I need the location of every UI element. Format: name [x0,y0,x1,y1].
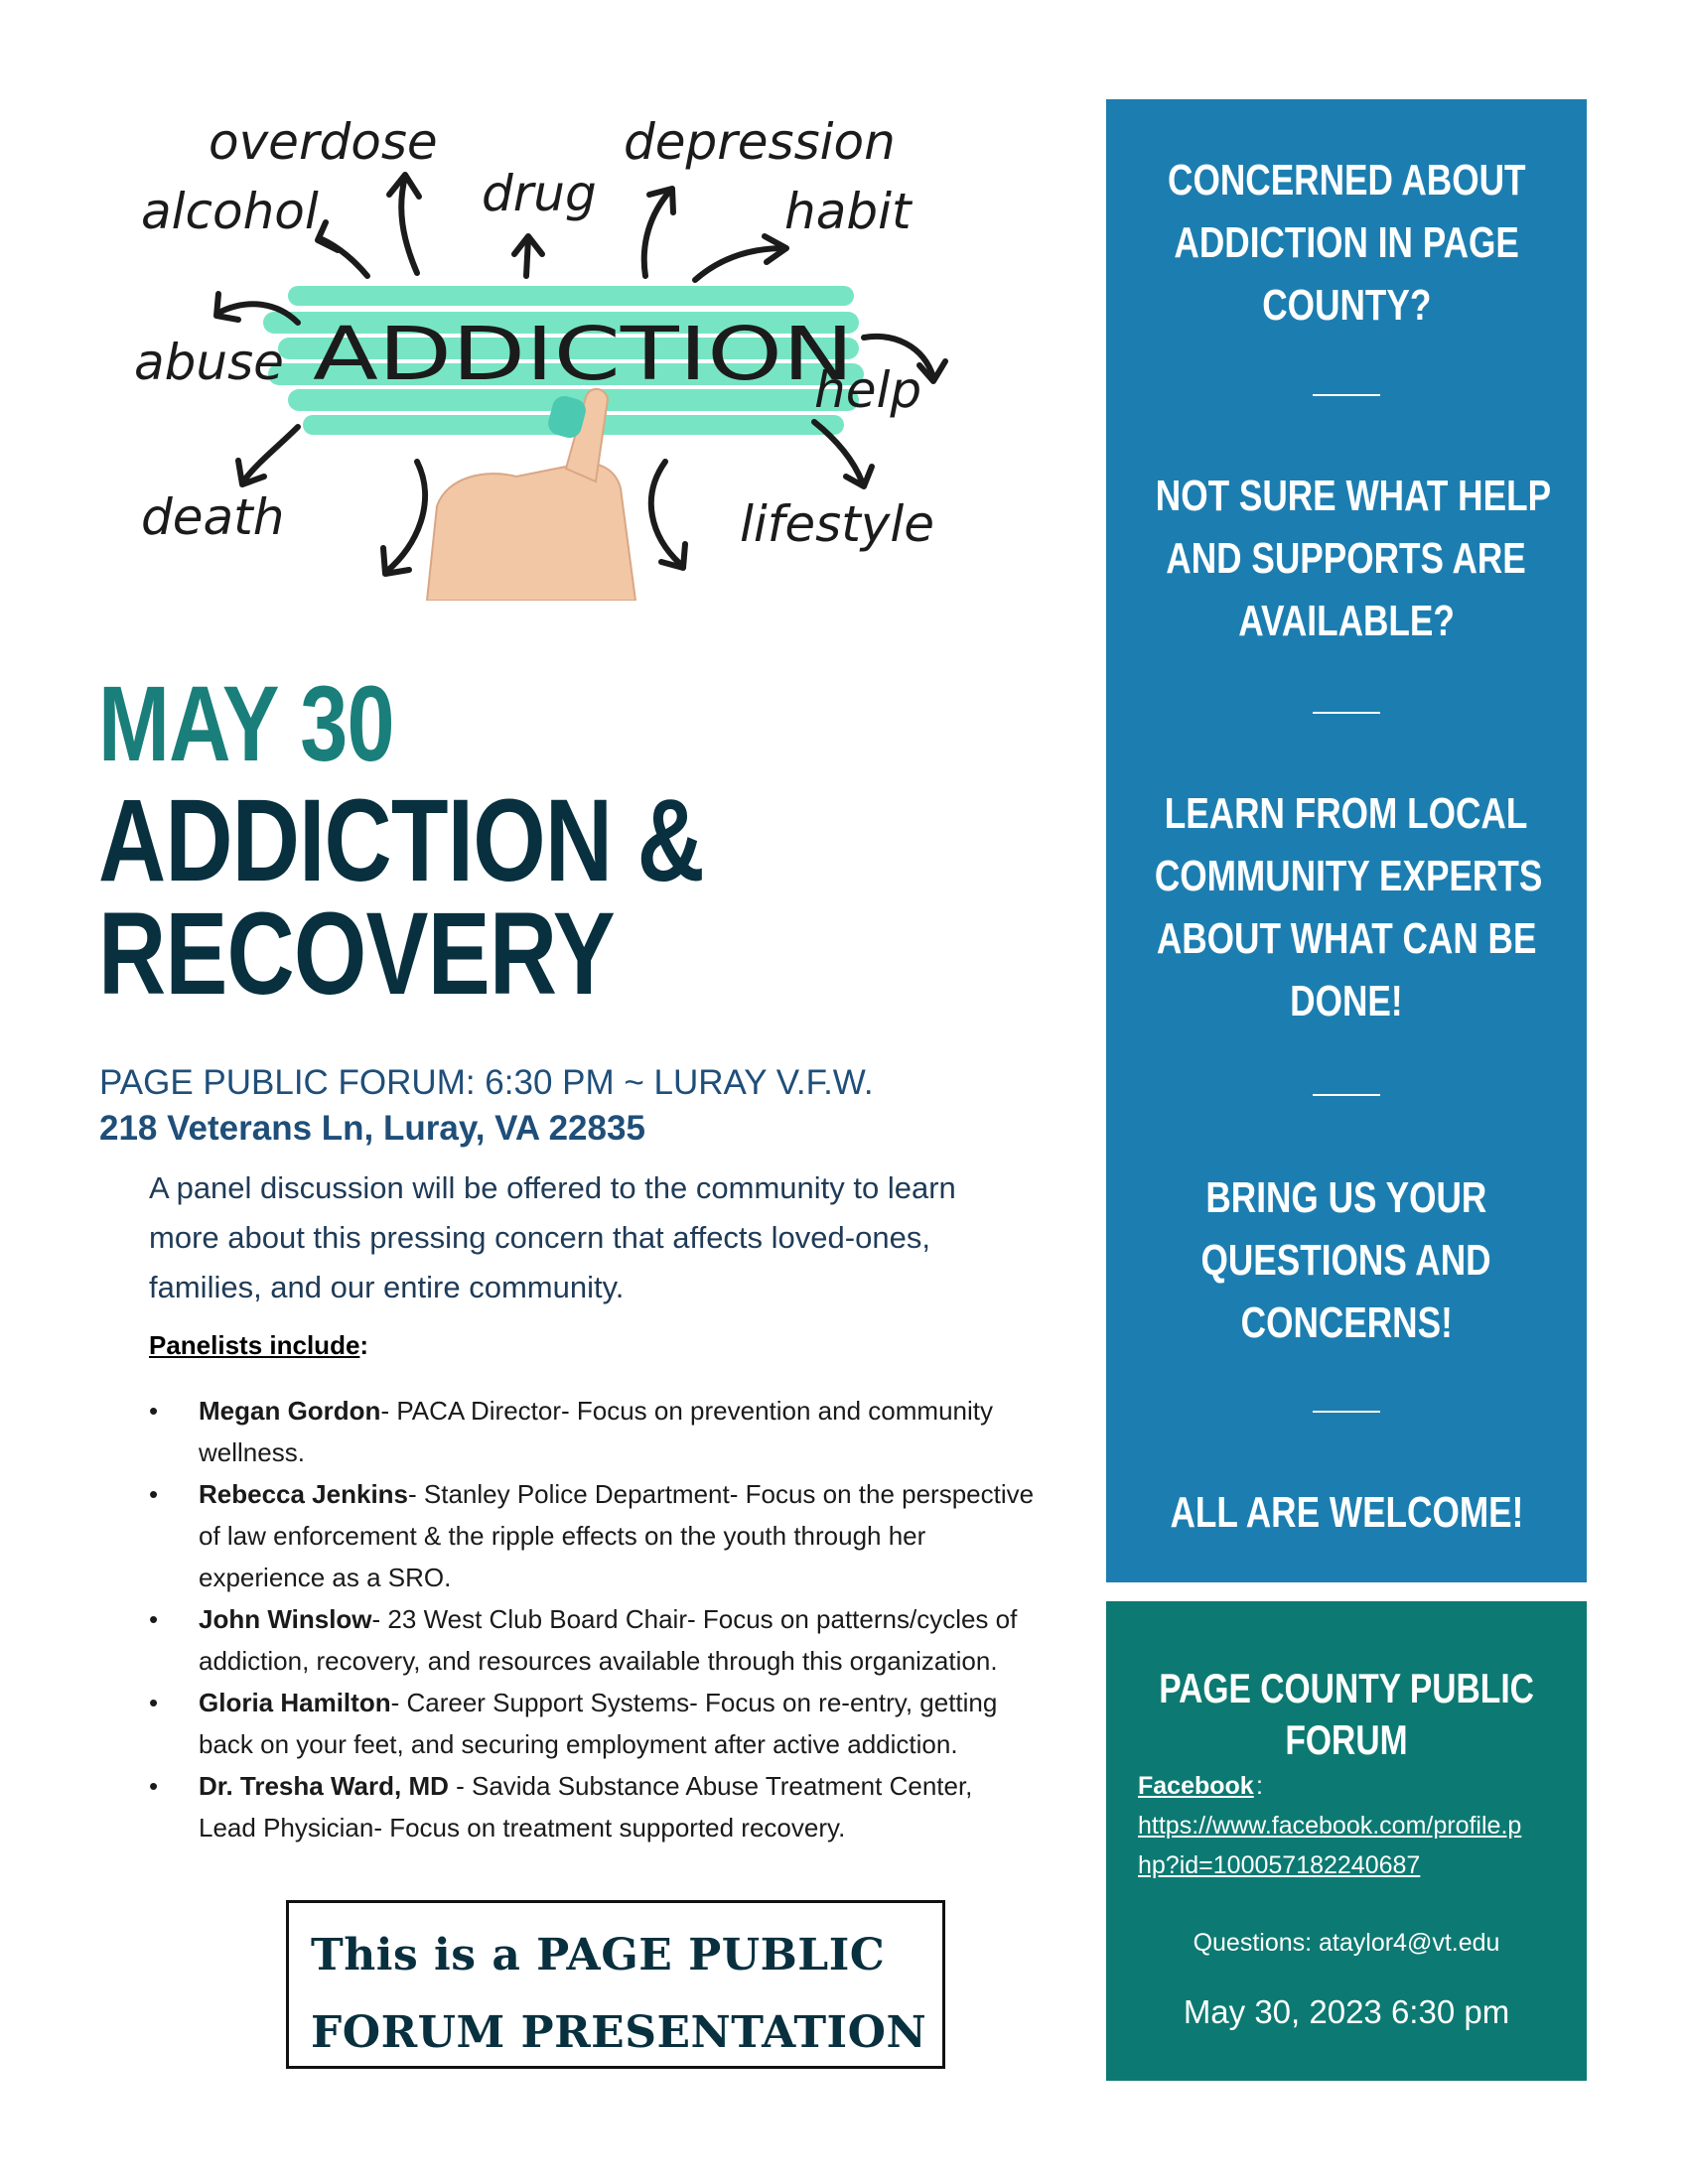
word-addiction-center: ADDICTION [313,312,854,397]
panelists-heading-text: Panelists include [149,1330,360,1360]
facebook-url-link[interactable]: https://www.facebook.com/profile.p [1138,1812,1522,1840]
panelist-name: Dr. Tresha Ward, MD [199,1771,449,1801]
panelist-description: Lead Physician- Focus on treatment supported recovery. [199,1813,846,1843]
word-overdose: overdose [209,113,438,171]
presentation-line-2: FORUM PRESENTATION [311,2007,927,2058]
panelist-item [149,1598,1102,1682]
intro-line: A panel discussion will be offered to the community to learn [149,1170,956,1205]
panelists-heading-colon: : [359,1330,369,1360]
question-block-not-sure [1106,465,1587,652]
question-line: AND SUPPORTS ARE [1166,534,1527,583]
word-habit: habit [784,183,912,240]
separator-dash [1313,394,1380,396]
question-line: LEARN FROM LOCAL [1165,789,1528,838]
welcome-line [1106,1481,1587,1544]
forum-address: 218 Veterans Ln, Luray, VA 22835 [99,1109,645,1148]
event-datetime: May 30, 2023 6:30 pm [1183,1993,1510,2030]
question-block-bring [1106,1166,1587,1354]
event-date-heading: MAY 30 [98,663,394,783]
panelist-item [149,1765,1102,1848]
word-lifestyle: lifestyle [740,495,935,553]
panelist-description: of law enforcement & the ripple effects on the youth through her [199,1521,926,1551]
facebook-link-label[interactable]: Facebook [1138,1772,1254,1800]
separator-dash [1313,1411,1380,1413]
word-cloud-graphic [99,99,973,601]
panelist-description: - Stanley Police Department- Focus on the perspective [408,1479,1035,1509]
question-line: ABOUT WHAT CAN BE [1156,914,1537,963]
panelist-item [149,1682,1102,1765]
panelist-item [149,1473,1102,1598]
intro-line: more about this pressing concern that affects loved-ones, [149,1220,930,1255]
question-line: QUESTIONS AND [1200,1236,1492,1285]
side-panel-questions [1106,99,1587,1582]
separator-dash [1313,1094,1380,1096]
question-line: COMMUNITY EXPERTS [1154,852,1543,900]
question-line: NOT SURE WHAT HELP [1155,472,1552,520]
panelist-description: - 23 West Club Board Chair- Focus on patterns/cycles of [371,1604,1018,1634]
event-title-line-1: ADDICTION & [98,775,705,906]
welcome-text: ALL ARE WELCOME! [1170,1488,1523,1537]
panelist-description: back on your feet, and securing employment after active addiction. [199,1729,958,1759]
panelist-description: experience as a SRO. [199,1563,452,1592]
question-line: BRING US YOUR [1205,1173,1487,1222]
panelist-description: - Savida Substance Abuse Treatment Center, [448,1771,973,1801]
panelist-name: Megan Gordon [199,1396,381,1426]
word-abuse: abuse [134,334,284,391]
panelist-name: Rebecca Jenkins [199,1479,409,1509]
addiction-word-cloud-illustration [99,99,973,601]
word-depression: depression [624,113,896,171]
question-line: AVAILABLE? [1238,597,1455,645]
presentation-callout-box [286,1900,945,2069]
word-alcohol: alcohol [141,183,319,240]
panelist-description: - Career Support Systems- Focus on re-entry, getting [390,1688,998,1717]
panelist-name: John Winslow [199,1604,372,1634]
questions-contact-email: Questions: ataylor4@vt.edu [1193,1929,1500,1957]
panelist-description: addiction, recovery, and resources available through this organization. [199,1646,998,1676]
word-death: death [141,488,285,546]
word-help: help [814,361,922,419]
panelist-description: - PACA Director- Focus on prevention and community [380,1396,993,1426]
facebook-url-link-continued[interactable]: hp?id=100057182240687 [1138,1851,1421,1879]
panelist-description: wellness. [199,1437,305,1467]
contact-title-line: FORUM [1285,1716,1408,1763]
intro-line: families, and our entire community. [149,1270,625,1304]
question-line: COUNTY? [1261,281,1432,330]
forum-info [99,1060,874,1152]
facebook-colon: : [1256,1772,1263,1800]
question-line: CONCERNS! [1240,1298,1453,1347]
event-title-line-2: RECOVERY [98,888,615,1020]
contact-title-line: PAGE COUNTY PUBLIC [1159,1665,1534,1711]
event-title [98,775,705,1020]
question-line: DONE! [1290,977,1403,1025]
word-drug: drug [482,165,597,222]
panelist-item [149,1390,1102,1473]
question-block-concerned [1106,149,1587,337]
panelists-heading [149,1330,368,1361]
question-line: ADDICTION IN PAGE [1174,218,1519,267]
panelist-name: Gloria Hamilton [199,1688,391,1717]
panelists-list [149,1390,1102,1848]
forum-time-location: PAGE PUBLIC FORUM: 6:30 PM ~ LURAY V.F.W. [99,1063,874,1102]
contact-panel [1106,1601,1587,2081]
intro-paragraph [149,1163,1043,1312]
question-block-learn [1106,782,1587,1032]
question-line: CONCERNED ABOUT [1167,156,1526,205]
separator-dash [1313,712,1380,714]
contact-panel-title [1106,1663,1587,1766]
presentation-line-1: This is a PAGE PUBLIC [311,1930,886,1980]
